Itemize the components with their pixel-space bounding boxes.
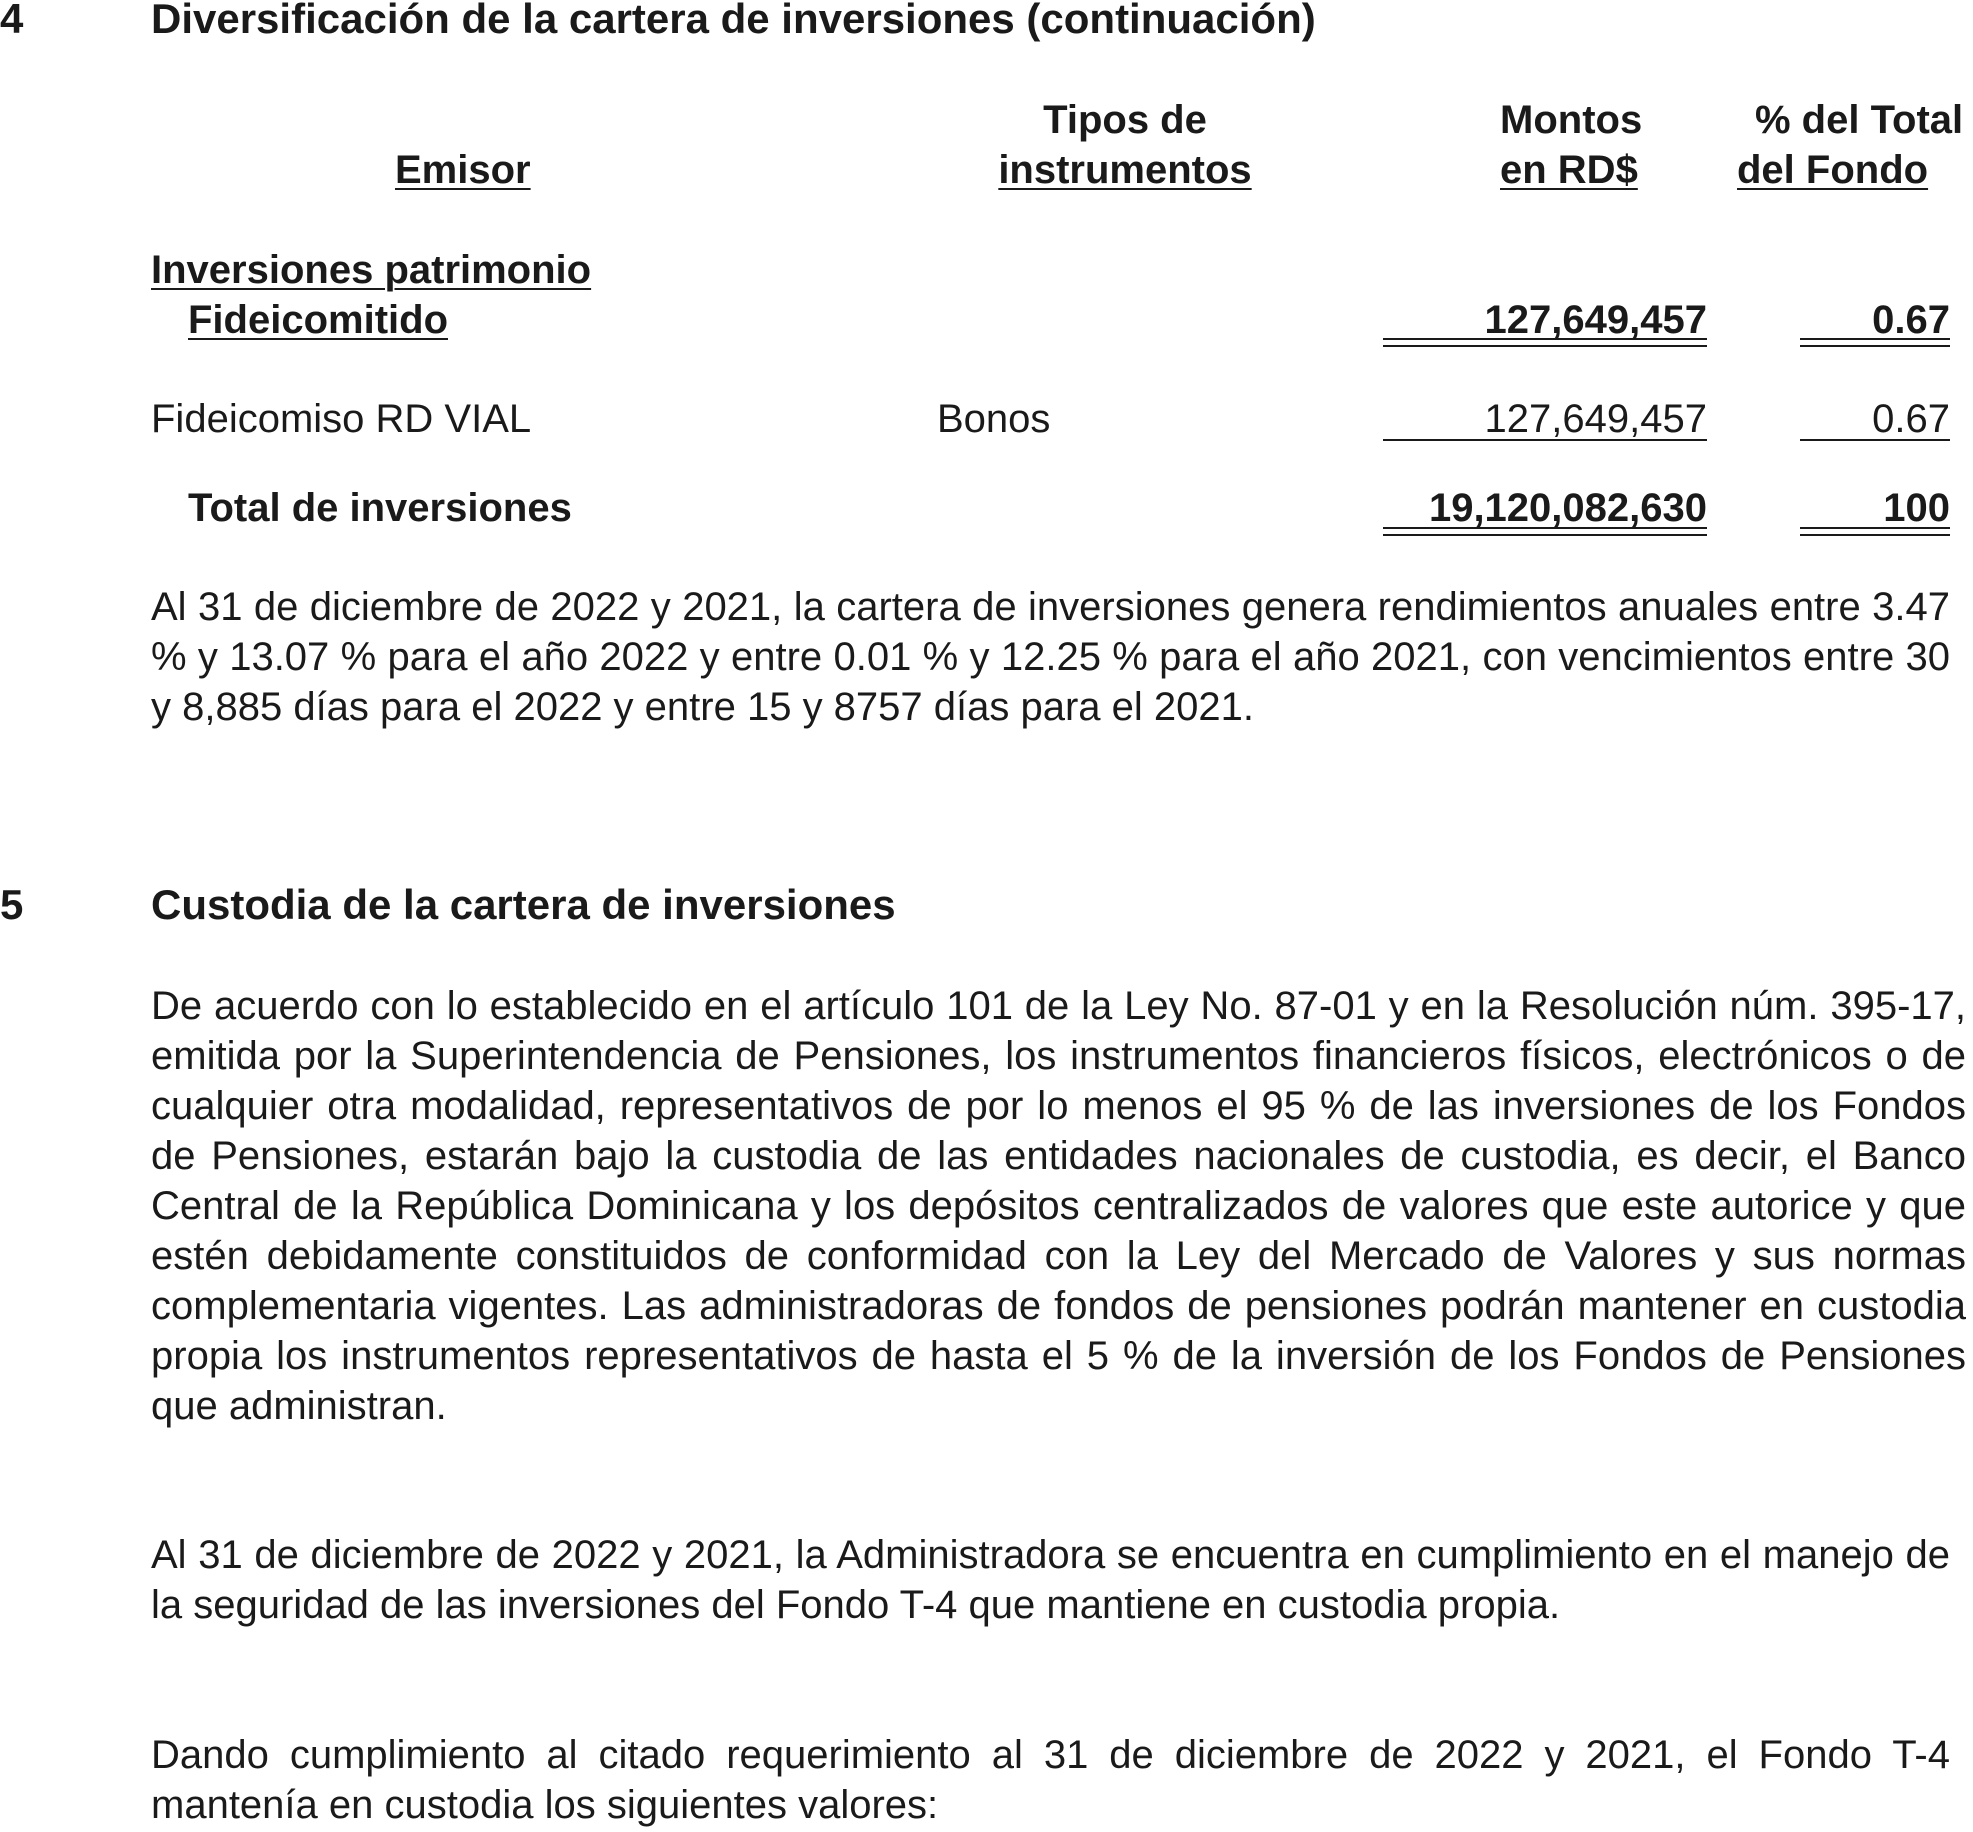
group-amount-underline	[1383, 338, 1707, 340]
header-pct-line1: % del Total	[1755, 98, 1964, 142]
header-tipos-line1: Tipos de	[1043, 98, 1207, 142]
group-title	[151, 245, 591, 295]
total-percent: 100	[1883, 486, 1950, 530]
header-emisor	[395, 145, 531, 195]
row-percent-underline	[1800, 439, 1950, 441]
row-percent: 0.67	[1872, 397, 1950, 441]
row-emisor: Fideicomiso RD VIAL	[151, 397, 532, 441]
header-tipos-line2-label: instrumentos	[998, 148, 1252, 192]
header-pct-line2	[1737, 145, 1928, 195]
group-amount-underline-2	[1383, 345, 1707, 347]
section-4-number: 4	[0, 0, 24, 42]
total-amount-underline-2	[1383, 534, 1707, 536]
header-pct-line2-label: del Fondo	[1737, 148, 1929, 192]
header-montos-line2	[1500, 145, 1638, 195]
group-amount: 127,649,457	[1484, 298, 1707, 342]
row-tipo: Bonos	[937, 397, 1051, 441]
section-5-title: Custodia de la cartera de inversiones	[151, 881, 896, 928]
group-percent-underline-2	[1800, 345, 1950, 347]
total-label: Total de inversiones	[188, 486, 572, 530]
paragraph-valores: Dando cumplimiento al citado requerimiento al 31 de diciembre de 2022 y 2021, el Fondo T-4 mantenía en custodia los siguientes valores:	[151, 1733, 1950, 1827]
header-tipos-line2	[980, 145, 1270, 195]
group-percent: 0.67	[1872, 298, 1950, 342]
total-amount: 19,120,082,630	[1428, 486, 1707, 530]
group-subtitle-label: Fideicomitido	[188, 298, 448, 342]
paragraph-rendimientos: Al 31 de diciembre de 2022 y 2021, la cartera de inversiones genera rendimientos anuales entre 3.47 % y 13.07 % para el año 2022 y entre 0.01 % y 12.25 % para el año 2021, con vencimientos entre 30 y 8,885 días para el 2022 y entre 15 y 8757 días para el 2021.	[151, 585, 1950, 729]
group-percent-underline	[1800, 338, 1950, 340]
total-percent-underline	[1800, 527, 1950, 529]
header-montos-line2-label: en RD$	[1500, 148, 1638, 192]
paragraph-cumplimiento: Al 31 de diciembre de 2022 y 2021, la Administradora se encuentra en cumplimiento en el manejo de la seguridad de las inversiones del Fondo T-4 que mantiene en custodia propia.	[151, 1533, 1950, 1627]
total-percent-underline-2	[1800, 534, 1950, 536]
header-montos-line1: Montos	[1500, 98, 1643, 142]
row-amount: 127,649,457	[1484, 397, 1707, 441]
paragraph-custodia: De acuerdo con lo establecido en el artículo 101 de la Ley No. 87-01 y en la Resolución núm. 395-17, emitida por la Superintendencia de Pensiones, los instrumentos financieros físicos, electrónicos o de cualquier otra modalidad, representativos de por lo menos el 95 % de las inversiones de los Fondos de Pensiones, estarán bajo la custodia de las entidades nacionales de custodia, es decir, el Banco Central de la República Dominicana y los depósitos centralizados de valores que este autorice y que estén debidamente constituidos de conformidad con la Ley del Mercado de Valores y sus normas complementaria vigentes. Las administradoras de fondos de pensiones podrán mantener en custodia propia los instrumentos representativos de hasta el 5 % de la inversión de los Fondos de Pensiones que administran.	[151, 984, 1966, 1428]
group-title-label: Inversiones patrimonio	[151, 248, 592, 292]
row-amount-underline	[1383, 439, 1707, 441]
group-subtitle	[188, 295, 448, 345]
total-amount-underline	[1383, 527, 1707, 529]
header-emisor-label: Emisor	[395, 148, 531, 192]
section-5-number: 5	[0, 881, 24, 928]
section-4-title: Diversificación de la cartera de inversiones (continuación)	[151, 0, 1316, 42]
